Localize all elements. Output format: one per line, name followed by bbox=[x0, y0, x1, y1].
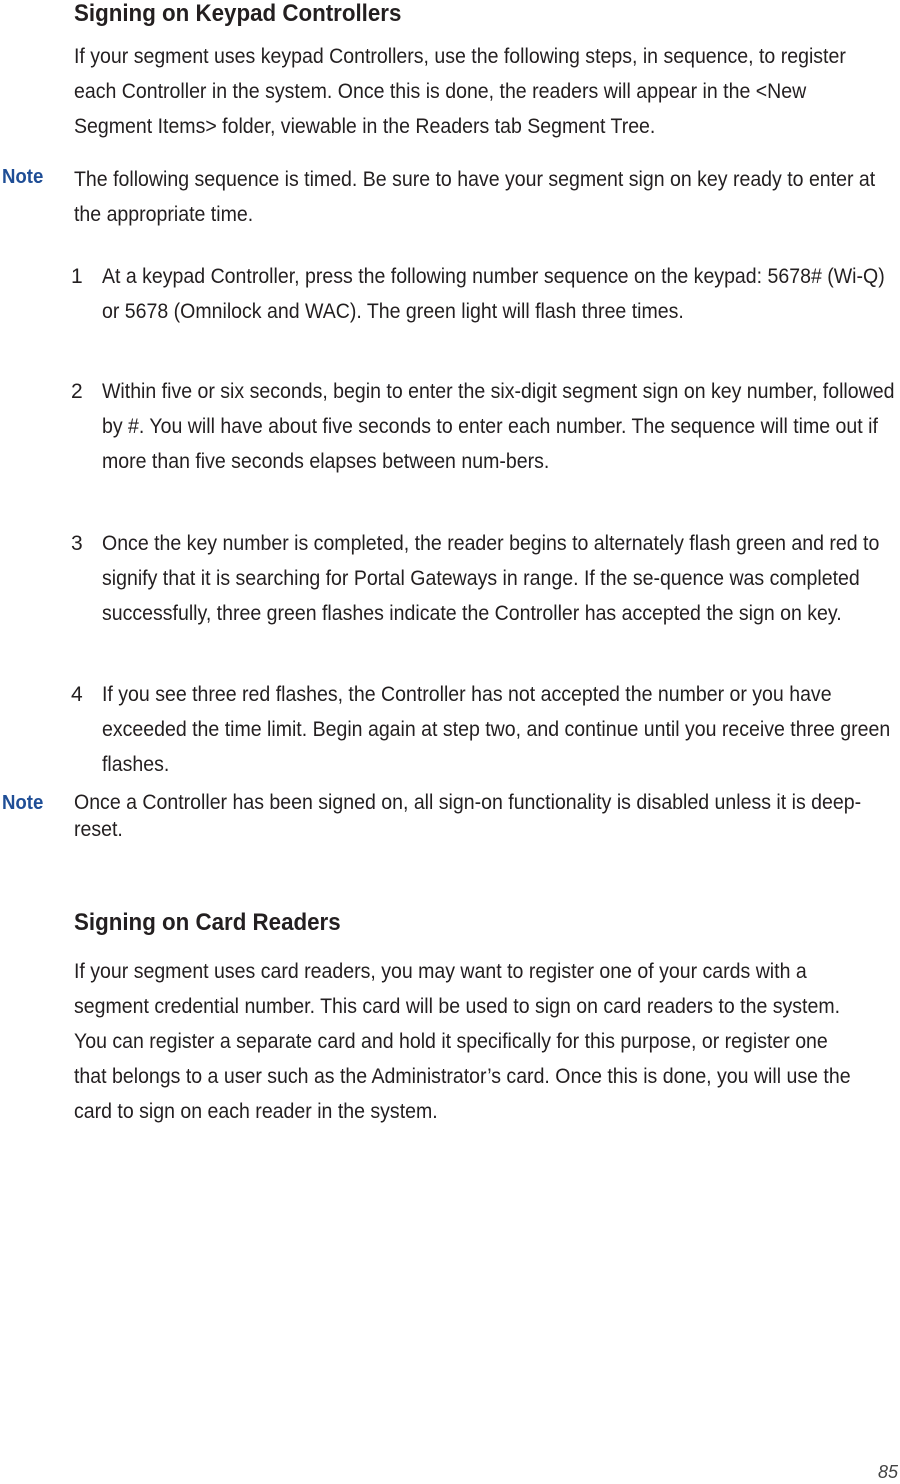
step-number: 4 bbox=[71, 683, 83, 706]
step-number: 1 bbox=[71, 265, 83, 288]
keypad-intro-paragraph: If your segment uses keypad Controllers, use the following steps, in sequence, to register each Controller in the system. Once this is done, the readers will appear in the <New Segment Items> folder, viewable in the Readers tab Segment Tree. bbox=[74, 45, 846, 138]
step-number: 2 bbox=[71, 380, 83, 403]
step-text: Within five or six seconds, begin to enter the six-digit segment sign on key number, followed by #. You will have about five seconds to enter each number. The sequence will time out if more than five seconds elapses between num-bers. bbox=[102, 380, 895, 473]
note-text-signed-on: Once a Controller has been signed on, all sign-on functionality is disabled unless it is deep-reset. bbox=[74, 791, 862, 841]
note-label-timed: Note bbox=[2, 166, 44, 188]
section-heading-keypad: Signing on Keypad Controllers bbox=[74, 0, 402, 27]
step-text: Once the key number is completed, the reader begins to alternately flash green and red to signify that it is searching for Portal Gateways in range. If the se-quence was completed successfully, three green flashes indicate the Controller has accepted the sign on key. bbox=[102, 532, 880, 625]
section-heading-card-readers: Signing on Card Readers bbox=[74, 909, 341, 936]
step-number: 3 bbox=[71, 532, 83, 555]
note-text-timed: The following sequence is timed. Be sure to have your segment sign on key ready to enter at the appropriate time. bbox=[74, 168, 876, 226]
step-text: If you see three red flashes, the Controller has not accepted the number or you have exceeded the time limit. Begin again at step two, and continue until you receive three green flashes. bbox=[102, 683, 891, 776]
step-text: At a keypad Controller, press the following number sequence on the keypad: 5678# (Wi-Q) or 5678 (Omnilock and WAC). The green light will flash three times. bbox=[102, 265, 885, 323]
note-label-signed-on: Note bbox=[2, 792, 44, 814]
card-readers-intro-paragraph: If your segment uses card readers, you may want to register one of your cards with a segment credential number. This card will be used to sign on card readers to the system. You can register a separate card and hold it specifically for this purpose, or register one that belongs to a user such as the Administrator’s card. Once this is done, you will use the card to sign on each reader in the system. bbox=[74, 960, 851, 1123]
page-number: 85 bbox=[877, 1462, 898, 1482]
